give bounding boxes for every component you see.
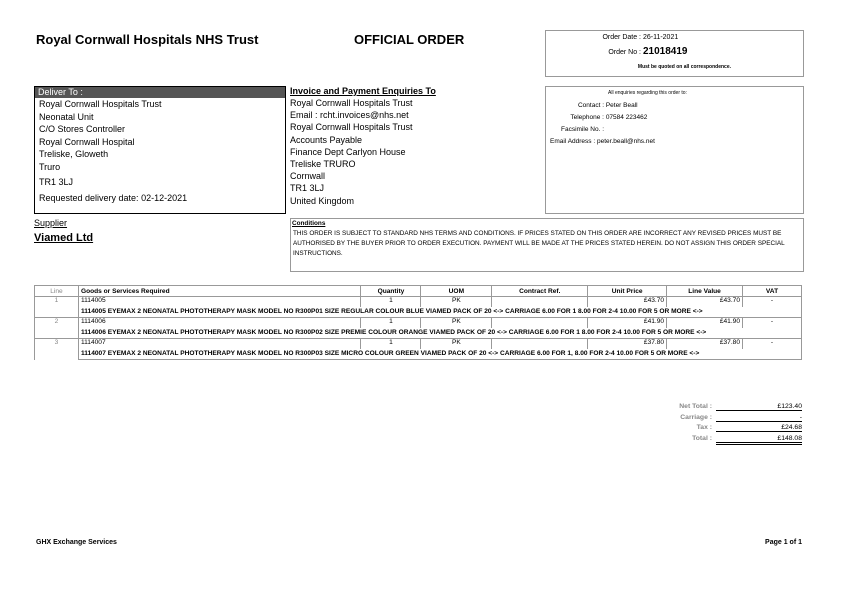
invoice-line: Email : rcht.invoices@nhs.net xyxy=(290,110,409,121)
document-title: OFFICIAL ORDER xyxy=(354,32,465,47)
invoice-address xyxy=(290,86,542,207)
table-row xyxy=(35,339,802,350)
item-description: 1114007 EYEMAX 2 NEONATAL PHOTOTHERAPY MASK MODEL NO R300P03 SIZE MICRO COLOUR GREEN VIAMED PACK OF 20 <-> CARRIAGE 6.00 FOR 1, 8.00 FOR 2-4 10.00 FOR 5 OR MORE <-> xyxy=(78,349,801,360)
line-value: £37.80 xyxy=(667,339,743,350)
order-lines-table xyxy=(34,285,802,360)
col-header-uom: UOM xyxy=(421,286,492,297)
col-header-unit-price: Unit Price xyxy=(588,286,667,297)
line-value: £43.70 xyxy=(667,297,743,308)
footer-provider: GHX Exchange Services xyxy=(36,539,117,546)
organisation-name: Royal Cornwall Hospitals NHS Trust xyxy=(36,32,259,47)
tax-label: Tax : xyxy=(696,424,712,431)
contact-box xyxy=(545,86,804,214)
deliver-line: Royal Cornwall Hospital xyxy=(39,136,135,147)
product-code: 1114005 xyxy=(78,297,361,308)
uom: PK xyxy=(421,318,492,329)
order-info-box xyxy=(545,30,804,77)
table-row-description xyxy=(35,307,802,318)
deliver-line: Truro xyxy=(39,161,61,172)
deliver-line: C/O Stores Controller xyxy=(39,124,126,134)
contract-ref xyxy=(492,297,588,308)
invoice-line: Treliske TRURO xyxy=(290,159,356,170)
telephone-value: 07584 223462 xyxy=(605,114,648,121)
uom: PK xyxy=(421,339,492,350)
item-description: 1114005 EYEMAX 2 NEONATAL PHOTOTHERAPY MASK MODEL NO R300P01 SIZE REGULAR COLOUR BLUE VIAMED PACK OF 20 <-> CARRIAGE 6.00 FOR 1 8.00 FOR 2-4 10.00 FOR 5 OR MORE <-> xyxy=(78,307,801,318)
line-number: 1 xyxy=(35,297,79,318)
item-description: 1114006 EYEMAX 2 NEONATAL PHOTOTHERAPY MASK MODEL NO R300P02 SIZE PREMIE COLOUR ORANGE VIAMED PACK OF 20 <-> CARRIAGE 6.00 FOR 1 8.00 FOR 2-4 10.00 FOR 5 OR MORE <-> xyxy=(78,328,801,339)
quantity: 1 xyxy=(361,318,421,329)
line-number: 3 xyxy=(35,339,79,360)
carriage-label: Carriage : xyxy=(680,413,712,421)
telephone-label: Telephone : xyxy=(570,114,604,121)
invoice-line: Accounts Payable xyxy=(290,134,363,145)
totals-block xyxy=(650,403,802,445)
product-code: 1114006 xyxy=(78,318,361,329)
table-row xyxy=(35,297,802,308)
tax-value: £24.68 xyxy=(716,424,802,432)
contract-ref xyxy=(492,318,588,329)
unit-price: £43.70 xyxy=(588,297,667,308)
total-row-total xyxy=(650,435,802,446)
supplier-heading: Supplier xyxy=(34,218,68,228)
total-label: Total : xyxy=(692,434,712,442)
uom: PK xyxy=(421,297,492,308)
line-number: 2 xyxy=(35,318,79,339)
col-header-quantity: Quantity xyxy=(361,286,421,297)
email-label: Email Address : xyxy=(550,138,596,145)
quote-note: Must be quoted on all correspondence. xyxy=(637,64,731,70)
col-header-contract: Contract Ref. xyxy=(492,286,588,297)
deliver-line: Treliske, Gloweth xyxy=(39,149,109,159)
requested-delivery-date: Requested delivery date: 02-12-2021 xyxy=(39,192,188,203)
invoice-line: Cornwall xyxy=(290,171,326,182)
table-row xyxy=(35,318,802,329)
supplier-name: Viamed Ltd xyxy=(34,232,94,244)
invoice-line: Finance Dept Carlyon House xyxy=(290,146,406,157)
order-number-label: Order No : xyxy=(608,49,641,56)
col-header-line-value: Line Value xyxy=(667,286,743,297)
total-row-net xyxy=(650,403,802,414)
contract-ref xyxy=(492,339,588,350)
net-total-label: Net Total : xyxy=(679,403,712,410)
conditions-heading: Conditions xyxy=(292,220,326,227)
invoice-line: Royal Cornwall Hospitals Trust xyxy=(290,122,413,133)
total-row-tax xyxy=(650,424,802,435)
quantity: 1 xyxy=(361,339,421,350)
deliver-line: Royal Cornwall Hospitals Trust xyxy=(39,99,162,109)
deliver-line: TR1 3LJ xyxy=(39,177,74,187)
table-row-description xyxy=(35,328,802,339)
contact-value: Peter Beall xyxy=(605,102,638,109)
order-date-label: Order Date : xyxy=(602,34,641,41)
vat: - xyxy=(743,297,802,308)
quantity: 1 xyxy=(361,297,421,308)
net-total-value: £123.40 xyxy=(716,403,802,411)
conditions-text: THIS ORDER IS SUBJECT TO STANDARD NHS TERMS AND CONDITIONS. IF PRICES STATED ON THIS ORDER ARE INCORRECT ANY REVISED PRICES MUST BE AUTHORISED BY THE BUYER PRIOR TO ORDER EXECUTION. PAYMENT WILL BE MADE AT THE PRICES STATED HEREIN. DO NOT ASSIGN THIS ORDER SPECIAL INSTRUCTIONS. xyxy=(293,230,785,257)
vat: - xyxy=(743,339,802,350)
fax-label: Facsimile No. : xyxy=(561,126,604,133)
page-number: Page 1 of 1 xyxy=(765,539,802,546)
product-code: 1114007 xyxy=(78,339,361,350)
unit-price: £41.90 xyxy=(588,318,667,329)
supplier-section xyxy=(34,218,284,244)
invoice-heading: Invoice and Payment Enquiries To xyxy=(290,86,436,96)
email-value: peter.beall@nhs.net xyxy=(596,138,655,145)
col-header-line: Line xyxy=(35,286,79,297)
invoice-line: Royal Cornwall Hospitals Trust xyxy=(290,98,413,108)
order-date-value: 26-11-2021 xyxy=(642,34,679,41)
conditions-box xyxy=(290,218,804,272)
line-value: £41.90 xyxy=(667,318,743,329)
total-value: £148.08 xyxy=(716,435,802,445)
order-number-value: 21018419 xyxy=(642,46,688,57)
table-row-description xyxy=(35,349,802,360)
col-header-vat: VAT xyxy=(743,286,802,297)
vat: - xyxy=(743,318,802,329)
contact-label: Contact : xyxy=(577,102,604,109)
total-row-carriage xyxy=(650,414,802,425)
enquiries-note: All enquiries regarding this order to: xyxy=(608,90,687,96)
unit-price: £37.80 xyxy=(588,339,667,350)
deliver-line: Neonatal Unit xyxy=(39,111,94,122)
deliver-to-heading: Deliver To : xyxy=(35,87,285,98)
invoice-line: TR1 3LJ xyxy=(290,183,325,194)
invoice-line: United Kingdom xyxy=(290,195,355,206)
col-header-goods: Goods or Services Required xyxy=(78,286,361,297)
carriage-value: - xyxy=(716,414,802,422)
deliver-to-box xyxy=(34,86,286,214)
